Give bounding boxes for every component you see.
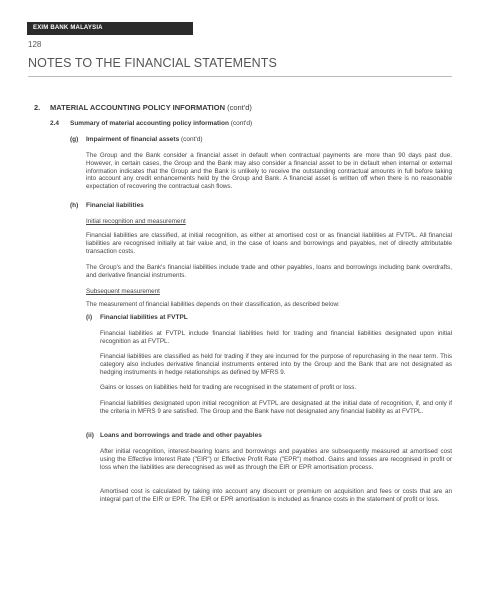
item-i-number: (i) [86, 314, 93, 321]
section-2-4-number: 2.4 [50, 120, 60, 127]
item-i-paragraph-4: Financial liabilities designated upon initial recognition at FVTPL are designated at the initial date of recognition, if, and only if the criteria in MFRS 9 are satisfied. The Group and the Bank have not designated any financial liability as at FVTPL. [100, 400, 452, 415]
item-g-title: Impairment of financial assets [86, 136, 180, 143]
section-2-title: MATERIAL ACCOUNTING POLICY INFORMATION [50, 103, 225, 112]
title-divider [28, 76, 452, 77]
item-h-title: Financial liabilities [86, 202, 144, 209]
section-title: NOTES TO THE FINANCIAL STATEMENTS [28, 56, 277, 70]
header-bank-name: EXIM BANK MALAYSIA [27, 22, 193, 35]
item-i-title: Financial liabilities at FVTPL [100, 314, 188, 321]
item-i-paragraph-1: Financial liabilities at FVTPL include financial liabilities held for trading and financial liabilities designated upon initial recognition as at FVTPL. [100, 330, 452, 345]
section-2-heading [50, 104, 252, 112]
section-2-4-heading [70, 120, 252, 128]
item-g-heading [86, 136, 203, 144]
item-g-paragraph: The Group and the Bank consider a financial asset in default when contractual payments are more than 90 days past due. However, in certain cases, the Group and the Bank may also consider a financial asset to be in default when internal or external information indicates that the Group and the Bank is unlikely to receive the outstanding contractual amounts in full before taking into account any credit enhancements held by the Group and Bank. A financial asset is written off when there is no reasonable expectation of recovering the contractual cash flows. [86, 152, 452, 191]
subsequent-measurement-subheading: Subsequent measurement [86, 288, 160, 295]
initial-recognition-subheading: Initial recognition and measurement [86, 218, 186, 225]
item-h-paragraph-2: The Group's and the Bank's financial liabilities include trade and other payables, loans and borrowings including bank overdrafts, and derivative financial instruments. [86, 264, 452, 279]
item-g-number: (g) [70, 136, 79, 143]
section-2-4-title: Summary of material accounting policy information [70, 120, 229, 127]
item-h-paragraph-1: Financial liabilities are classified, at initial recognition, as either at amortised cost or as financial liabilities at FVTPL. All financial liabilities are recognised initially at fair value and, in the case of loans and borrowings and payables, net of directly attributable transaction costs. [86, 232, 452, 255]
item-ii-paragraph-2: Amortised cost is calculated by taking into account any discount or premium on acquisition and fees or costs that are an integral part of the EIR or EPR. The EIR or EPR amortisation is included as finance costs in the statement of profit or loss. [100, 488, 452, 503]
item-h-paragraph-3: The measurement of financial liabilities depends on their classification, as described below: [86, 301, 340, 308]
section-2-number: 2. [34, 103, 41, 112]
page-number: 128 [28, 40, 42, 49]
item-ii-number: (ii) [86, 432, 94, 439]
item-ii-paragraph-1: After initial recognition, interest-bearing loans and borrowings and payables are subsequently measured at amortised cost using the Effective Interest Rate ("EIR") or Effective Profit Rate ("EPR") method. Gains and losses are recognised in profit or loss when the liabilities are derecognised as well as through the EIR or EPR amortisation process. [100, 448, 452, 471]
item-i-paragraph-2: Financial liabilities are classified as held for trading if they are incurred for the purpose of repurchasing in the near term. This category also includes derivative financial instruments entered into by the Group and the Bank that are not designated as hedging instruments in hedge relationships as defined by MFRS 9. [100, 353, 452, 376]
item-g-cont: (cont'd) [181, 136, 203, 143]
item-h-number: (h) [70, 202, 79, 209]
item-i-paragraph-3: Gains or losses on liabilities held for trading are recognised in the statement of profit or loss. [100, 384, 357, 391]
item-ii-title: Loans and borrowings and trade and other payables [100, 432, 262, 439]
section-2-4-cont: (cont'd) [230, 120, 253, 127]
section-2-cont: (cont'd) [227, 103, 252, 112]
